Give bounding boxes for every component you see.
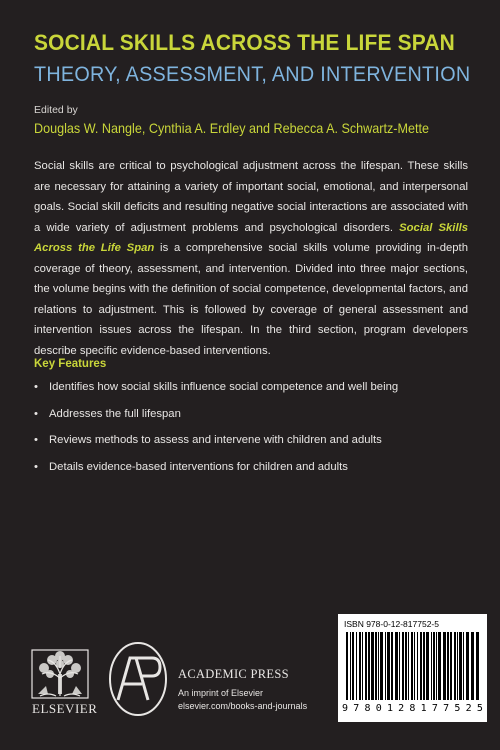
key-features-heading: Key Features xyxy=(34,358,107,370)
barcode-digit: 7 xyxy=(431,703,438,714)
barcode-bar xyxy=(375,632,377,700)
barcode-bar xyxy=(402,632,404,700)
key-features-list xyxy=(34,380,474,486)
barcode-digit: 7 xyxy=(443,703,450,714)
barcode-bar xyxy=(436,632,437,700)
barcode-bar xyxy=(433,632,435,700)
barcode-bar xyxy=(352,632,354,700)
barcode-bar xyxy=(385,632,386,700)
barcode-bar xyxy=(438,632,441,700)
list-item xyxy=(34,407,474,421)
barcode-bar xyxy=(405,632,407,700)
barcode-digit: 0 xyxy=(375,703,382,714)
imprint-line: An imprint of Elsevier xyxy=(178,688,264,698)
barcode-bar xyxy=(378,632,379,700)
barcode-bar xyxy=(371,632,374,700)
barcode-bar xyxy=(459,632,462,700)
isbn-label: ISBN 978-0-12-817752-5 xyxy=(344,619,439,629)
editors-names: Douglas W. Nangle, Cynthia A. Erdley and Rebecca A. Schwartz-Mette xyxy=(34,120,430,136)
barcode-bar xyxy=(368,632,370,700)
barcode-bar xyxy=(395,632,398,700)
bullet-icon: • xyxy=(34,434,38,446)
barcode-digit: 1 xyxy=(386,703,393,714)
barcode-digit: 9 xyxy=(342,703,349,714)
barcode-box xyxy=(338,614,487,722)
barcode-bar xyxy=(411,632,413,700)
barcode-digit: 5 xyxy=(454,703,461,714)
barcode-bar xyxy=(431,632,432,700)
barcode-bar xyxy=(417,632,418,700)
barcode-bar xyxy=(391,632,393,700)
barcode-bar xyxy=(454,632,456,700)
barcode-digits xyxy=(342,703,483,714)
description-part-1: Social skills are critical to psychological adjustment across the lifespan. These skills are necessary for attaining a variety of important social, emotional, and interpersonal goals. Social skill deficits and resulting negative social interactions are associated with a wide variety of adjustment problems and psychological disorders. xyxy=(34,160,468,234)
feature-text: Identifies how social skills influence social competence and well being xyxy=(49,381,399,393)
barcode-bar xyxy=(359,632,361,700)
barcode-digit: 8 xyxy=(409,703,416,714)
barcode-bar xyxy=(365,632,367,700)
ap-monogram-icon xyxy=(106,640,170,718)
publisher-url: elsevier.com/books-and-journals xyxy=(178,701,308,711)
barcode-bar xyxy=(476,632,479,700)
barcode-bar xyxy=(420,632,422,700)
bullet-icon: • xyxy=(34,460,38,473)
barcode-bar xyxy=(463,632,464,700)
description-part-2: is a comprehensive social skills volume providing in-depth coverage of theory, assessment, and intervention. Divided into three major sections, the volume begins with the definition of social competence, developmental factors, and relations to adjustment. This is followed by coverage of general assessment and intervention issues across the lifespan. In the third section, program developers describe specific evidence-based interventions. xyxy=(34,242,468,357)
academic-press-name: ACADEMIC PRESS xyxy=(178,667,289,681)
barcode-bar xyxy=(399,632,400,700)
feature-text: Details evidence-based interventions for children and adults xyxy=(49,460,348,473)
book-subtitle: THEORY, ASSESSMENT, AND INTERVENTION xyxy=(34,62,471,86)
barcode-bar xyxy=(450,632,452,700)
bullet-icon: • xyxy=(34,381,38,393)
barcode-icon xyxy=(342,632,483,702)
barcode-bar xyxy=(408,632,409,700)
barcode-digit: 5 xyxy=(476,703,483,714)
barcode-bar xyxy=(426,632,429,700)
barcode-bar xyxy=(350,632,351,700)
barcode-bar xyxy=(346,632,348,700)
feature-text: Reviews methods to assess and intervene with children and adults xyxy=(49,434,382,446)
book-title: SOCIAL SKILLS ACROSS THE LIFE SPAN xyxy=(34,30,455,55)
list-item xyxy=(34,380,474,394)
list-item xyxy=(34,460,474,474)
barcode-bar xyxy=(387,632,390,700)
book-description xyxy=(34,156,468,361)
barcode-digit: 1 xyxy=(420,703,427,714)
barcode-bar xyxy=(447,632,449,700)
barcode-digit: 8 xyxy=(364,703,371,714)
barcode-bar xyxy=(471,632,474,700)
barcode-bar xyxy=(423,632,425,700)
barcode-digit: 7 xyxy=(353,703,360,714)
barcode-bar xyxy=(466,632,469,700)
barcode-digit: 2 xyxy=(465,703,472,714)
feature-text: Addresses the full lifespan xyxy=(49,407,181,420)
barcode-digit: 2 xyxy=(398,703,405,714)
barcode-bar xyxy=(457,632,458,700)
bullet-icon: • xyxy=(34,407,38,420)
list-item xyxy=(34,433,474,447)
barcode-bar xyxy=(362,632,363,700)
barcode-bar xyxy=(414,632,415,700)
edited-by-label: Edited by xyxy=(34,104,78,116)
elsevier-wordmark: ELSEVIER xyxy=(32,701,98,716)
barcode-bar xyxy=(356,632,357,700)
barcode-bar xyxy=(380,632,383,700)
barcode-bar xyxy=(443,632,446,700)
description-book-title: Social Skills Across the Life Span xyxy=(34,221,469,254)
elsevier-tree-icon xyxy=(30,648,90,700)
